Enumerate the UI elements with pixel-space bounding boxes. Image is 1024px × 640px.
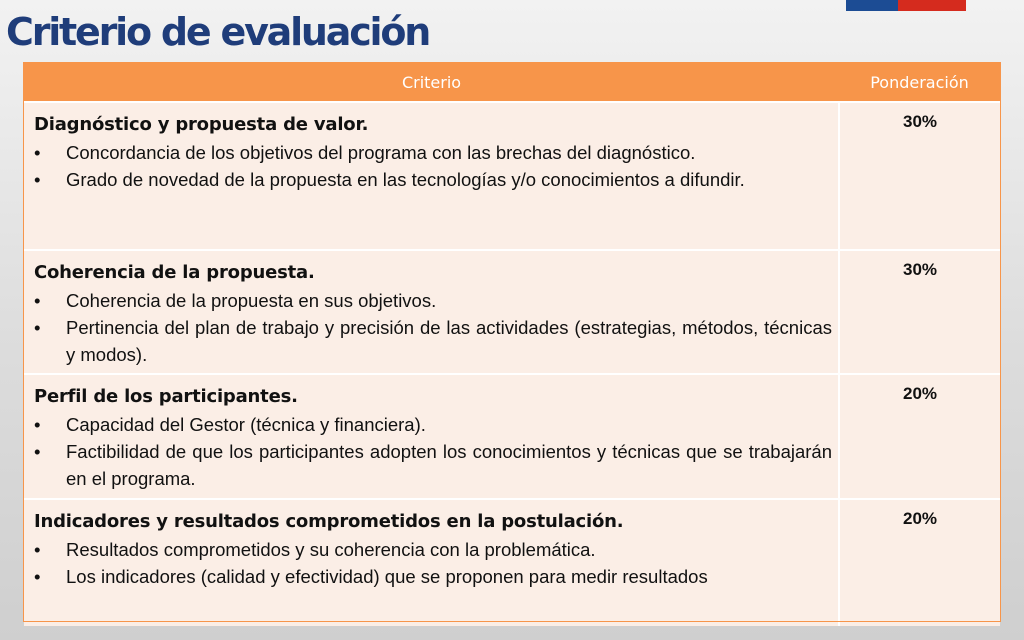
bullet-text: Los indicadores (calidad y efectividad) que se proponen para medir resultados (66, 566, 708, 587)
bullet-item (34, 438, 832, 492)
bullet-item (34, 314, 832, 368)
table-header-row (24, 63, 1000, 102)
header-ponderacion: Ponderación (839, 63, 1000, 102)
criterion-heading: Perfil de los participantes. (34, 386, 298, 407)
criterion-bullets (34, 287, 832, 368)
criterion-heading: Coherencia de la propuesta. (34, 262, 315, 283)
bullet-item (34, 287, 832, 314)
criterion-cell (24, 374, 839, 499)
bullet-dot-icon: • (34, 169, 41, 190)
weight-cell: 30% (839, 250, 1000, 374)
bullet-text: Capacidad del Gestor (técnica y financiera). (66, 414, 426, 435)
weight-cell: 20% (839, 374, 1000, 499)
table-row (24, 374, 1000, 499)
bullet-text: Resultados comprometidos y su coherencia con la problemática. (66, 539, 596, 560)
bullet-item (34, 563, 832, 590)
criteria-table-container (24, 63, 1000, 621)
criterion-cell (24, 250, 839, 374)
bullet-text: Concordancia de los objetivos del programa con las brechas del diagnóstico. (66, 142, 696, 163)
bullet-dot-icon: • (34, 566, 41, 587)
weight-cell: 20% (839, 499, 1000, 626)
bullet-item (34, 139, 832, 166)
table-row (24, 102, 1000, 250)
bullet-text: Coherencia de la propuesta en sus objetivos. (66, 290, 437, 311)
criterion-bullets (34, 536, 832, 590)
criterion-bullets (34, 411, 832, 492)
bullet-text: Pertinencia del plan de trabajo y precisión de las actividades (estrategias, métodos, técnicas y modos). (66, 317, 832, 365)
bullet-item (34, 411, 832, 438)
bullet-text: Grado de novedad de la propuesta en las tecnologías y/o conocimientos a difundir. (66, 169, 745, 190)
criterion-heading: Indicadores y resultados comprometidos en la postulación. (34, 511, 624, 532)
table-row (24, 250, 1000, 374)
bullet-item (34, 166, 832, 193)
bullet-dot-icon: • (34, 441, 41, 462)
criterion-heading: Diagnóstico y propuesta de valor. (34, 114, 369, 135)
bullet-dot-icon: • (34, 142, 41, 163)
flag-bar (846, 0, 966, 11)
criterion-bullets (34, 139, 832, 193)
criterion-cell (24, 102, 839, 250)
bullet-item (34, 536, 832, 563)
flag-blue-segment (846, 0, 898, 11)
bullet-text: Factibilidad de que los participantes adopten los conocimientos y técnicas que se trabajarán en el programa. (66, 441, 832, 489)
flag-red-segment (898, 0, 966, 11)
bullet-dot-icon: • (34, 539, 41, 560)
slide-title: Criterio de evaluación (6, 10, 430, 54)
table-row (24, 499, 1000, 626)
bullet-dot-icon: • (34, 414, 41, 435)
weight-cell: 30% (839, 102, 1000, 250)
bullet-dot-icon: • (34, 290, 41, 311)
header-criterio: Criterio (24, 63, 839, 102)
criteria-table (24, 63, 1000, 626)
criterion-cell (24, 499, 839, 626)
bullet-dot-icon: • (34, 317, 41, 338)
